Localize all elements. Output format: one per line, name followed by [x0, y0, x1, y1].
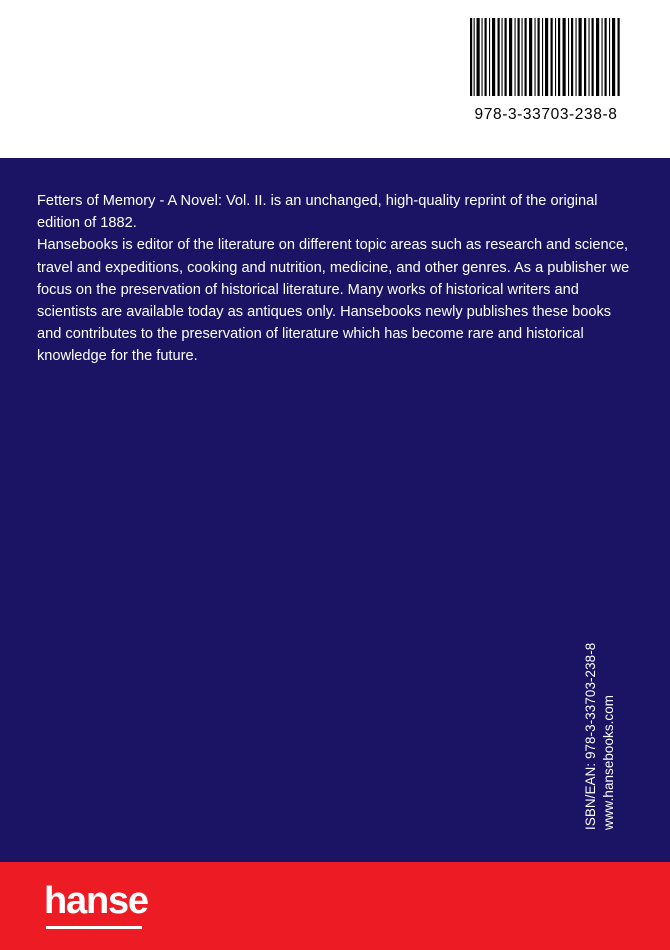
spine-info	[583, 570, 636, 830]
ean13-barcode-icon	[470, 18, 622, 96]
blurb-paragraph-2: Hansebooks is editor of the literature on different topic areas such as research and science, travel and expeditions, cooking and nutrition, medicine, and other genres. As a publisher we focus on the preservation of historical literature. Many works of historical writers and scientists are available today as antiques only. Hansebooks newly publishes these books and contributes to the preservation of literature which has become rare and historical knowledge for the future.	[37, 237, 630, 365]
isbn-number: 978-3-33703-238-8	[474, 106, 618, 123]
barcode-block	[470, 18, 622, 124]
logo-underline	[46, 926, 142, 929]
blurb-paragraph-1: Fetters of Memory - A Novel: Vol. II. is an unchanged, high-quality reprint of the original edition of 1882.	[37, 193, 598, 232]
publisher-band	[0, 862, 670, 950]
spine-isbn-text: ISBN/EAN: 978-3-33703-238-8	[583, 642, 598, 830]
spine-website-text: www.hansebooks.com	[601, 694, 616, 830]
publisher-logo: hanse	[44, 880, 148, 922]
back-cover-blurb	[37, 190, 632, 368]
barcode-band	[0, 0, 670, 158]
